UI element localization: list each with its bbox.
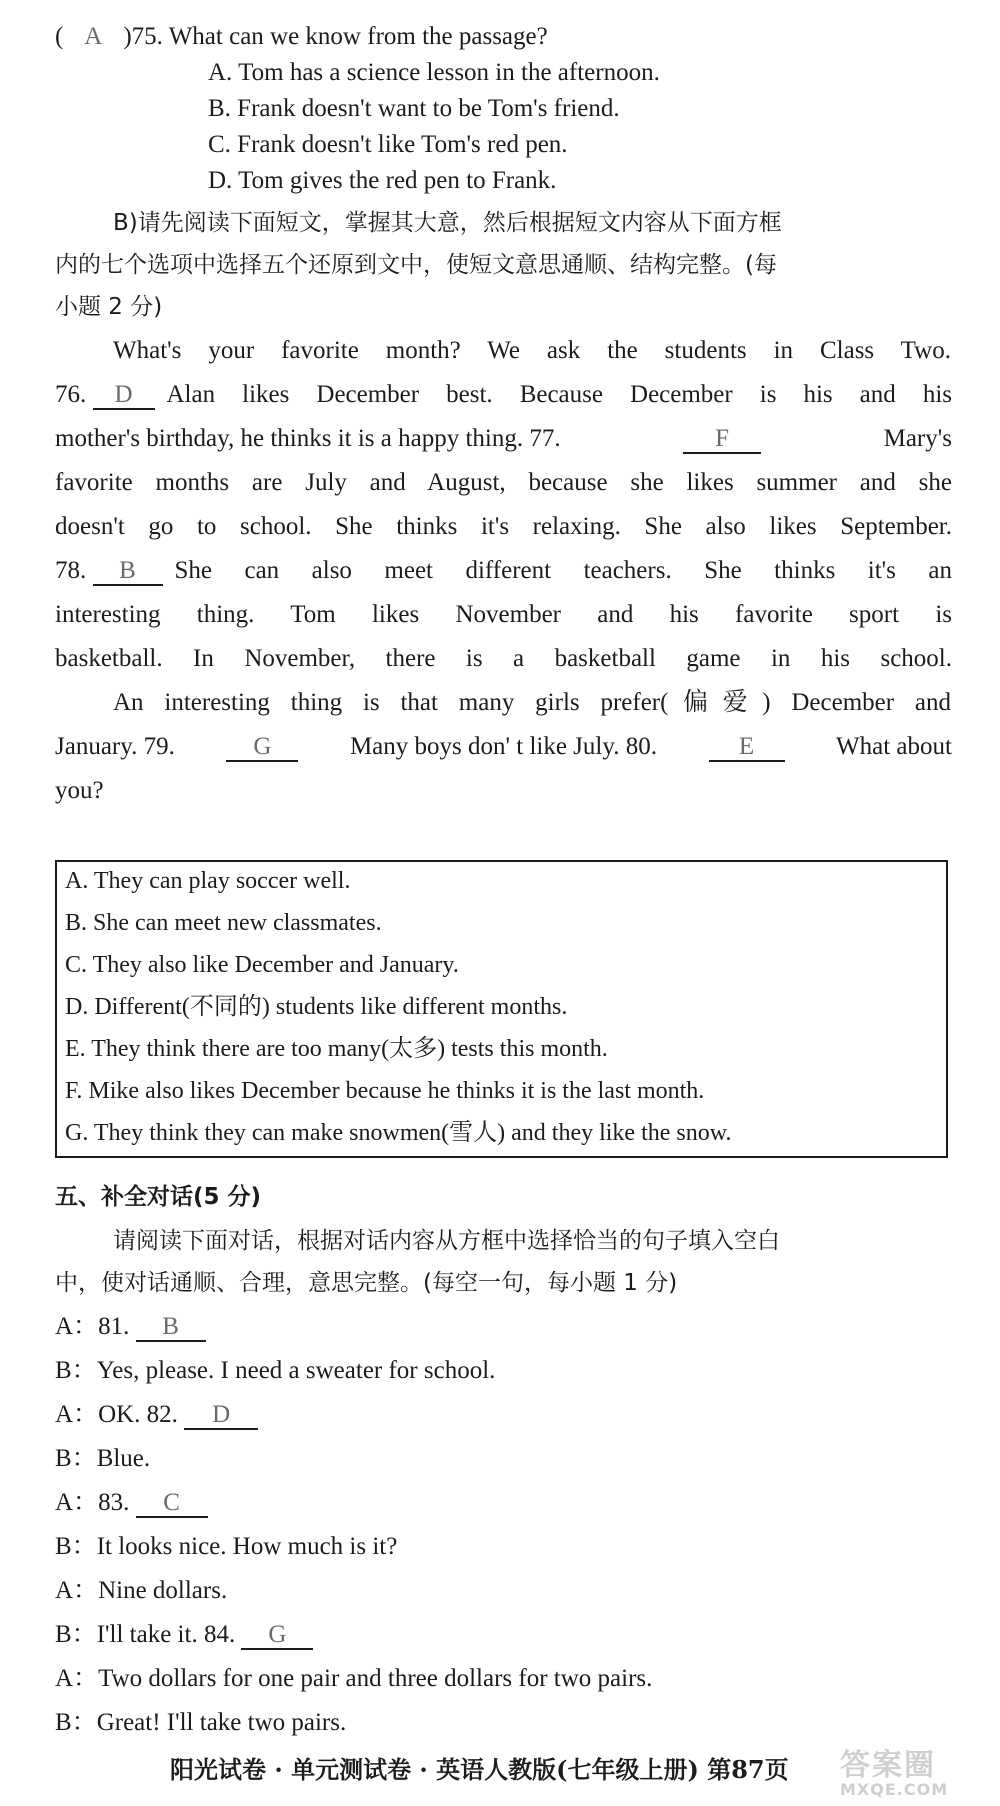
blank-83: C: [136, 1488, 208, 1518]
option-75-a: A. Tom has a science lesson in the afternoon.: [208, 59, 660, 86]
section-b-instruction-2: 内的七个选项中选择五个还原到文中，使短文意思通顺、结构完整。(每: [55, 252, 777, 278]
option-75-b: B. Frank doesn't want to be Tom's friend.: [208, 95, 620, 122]
options-box: [55, 860, 948, 1158]
blank-79: G: [226, 732, 298, 762]
passage-line-1: What's your favorite month? We ask the students in Class Two.: [113, 337, 951, 364]
answer-75: A: [84, 23, 103, 50]
passage-line-7: interesting thing. Tom likes November and his favorite sport is: [55, 601, 952, 628]
passage-line-6: [55, 556, 952, 586]
passage-line-5: doesn't go to school. She thinks it's relaxing. She also likes September.: [55, 513, 952, 540]
speaker-label: A：: [55, 1577, 99, 1604]
dialogue-text: 83.: [98, 1489, 130, 1516]
dialogue-text: 81.: [98, 1313, 130, 1340]
passage-line-8: basketball. In November, there is a basketball game in his school.: [55, 645, 952, 672]
dialogue-text: I'll take it. 84.: [96, 1621, 236, 1648]
passage-line-9: An interesting thing is that many girls prefer(偏爱) December and: [113, 689, 951, 716]
blank-76: D: [93, 380, 155, 410]
question-75: [55, 22, 548, 52]
passage-line-10-text-b: Many boys don' t like July. 80.: [349, 733, 657, 760]
dialogue-line-6: [55, 1532, 397, 1562]
speaker-label: A：: [55, 1489, 99, 1516]
blank-76-number: 76.: [55, 381, 87, 408]
dialogue-line-1: [55, 1312, 206, 1342]
blank-77: F: [683, 424, 761, 454]
blank-82: D: [184, 1400, 258, 1430]
box-option-b: B. She can meet new classmates.: [65, 910, 382, 936]
watermark-logo: [840, 1740, 990, 1800]
speaker-label: A：: [55, 1313, 99, 1340]
dialogue-text: Nine dollars.: [98, 1577, 228, 1604]
speaker-label: A：: [55, 1401, 99, 1428]
passage-line-3-text-a: mother's birthday, he thinks it is a happy thing. 77.: [55, 425, 561, 452]
passage-line-6-text: She can also meet different teachers. She thinks it's an: [174, 557, 952, 584]
section-5-instruction-2: 中，使对话通顺、合理，意思完整。(每空一句，每小题 1 分): [55, 1270, 678, 1296]
speaker-label: B：: [55, 1445, 97, 1472]
blank-78-number: 78.: [55, 557, 87, 584]
paren-open: (: [55, 23, 64, 50]
section-5-heading: 五、补全对话(5 分): [55, 1184, 262, 1210]
watermark-url: MXQE.COM: [840, 1780, 949, 1799]
dialogue-line-8: [55, 1620, 313, 1650]
blank-78: B: [93, 556, 163, 586]
dialogue-line-5: [55, 1488, 208, 1518]
passage-line-10-text-c: What about: [836, 733, 952, 760]
page-footer: 阳光试卷 · 单元测试卷 · 英语人教版(七年级上册) 第87页: [170, 1755, 789, 1784]
question-75-text: 75. What can we know from the passage?: [131, 23, 548, 50]
passage-line-11: you?: [55, 777, 104, 804]
section-b-instruction-3: 小题 2 分): [55, 294, 163, 320]
dialogue-line-2: [55, 1356, 495, 1386]
dialogue-text: It looks nice. How much is it?: [96, 1533, 398, 1560]
dialogue-line-7: [55, 1576, 227, 1606]
box-option-d: D. Different(不同的) students like different months.: [65, 994, 568, 1020]
dialogue-text: Great! I'll take two pairs.: [96, 1709, 347, 1736]
blank-81: B: [136, 1312, 206, 1342]
dialogue-text: Blue.: [96, 1445, 151, 1472]
speaker-label: B：: [55, 1709, 97, 1736]
dialogue-line-10: [55, 1708, 346, 1738]
passage-line-10: [55, 732, 952, 762]
dialogue-line-4: [55, 1444, 150, 1474]
box-option-g: G. They think they can make snowmen(雪人) and they like the snow.: [65, 1120, 732, 1146]
passage-line-10-text-a: January. 79.: [55, 733, 175, 760]
dialogue-line-9: [55, 1664, 652, 1694]
watermark-title: 答案圈: [840, 1748, 936, 1783]
passage-line-3-text-b: Mary's: [883, 425, 952, 452]
paren-close: ): [123, 23, 132, 50]
passage-line-3: [55, 424, 952, 454]
passage-line-4: favorite months are July and August, because she likes summer and she: [55, 469, 952, 496]
section-b-instruction-1: B)请先阅读下面短文，掌握其大意，然后根据短文内容从下面方框: [113, 210, 782, 236]
dialogue-text: Two dollars for one pair and three dollars for two pairs.: [98, 1665, 653, 1692]
box-option-a: A. They can play soccer well.: [65, 868, 351, 894]
blank-80: E: [709, 732, 785, 762]
speaker-label: B：: [55, 1357, 97, 1384]
box-option-c: C. They also like December and January.: [65, 952, 459, 978]
passage-line-2-text: Alan likes December best. Because December is his and his: [166, 381, 952, 408]
box-option-f: F. Mike also likes December because he thinks it is the last month.: [65, 1078, 705, 1104]
speaker-label: B：: [55, 1621, 97, 1648]
section-5-instruction-1: 请阅读下面对话，根据对话内容从方框中选择恰当的句子填入空白: [113, 1228, 780, 1254]
speaker-label: B：: [55, 1533, 97, 1560]
dialogue-line-3: [55, 1400, 258, 1430]
box-option-e: E. They think there are too many(太多) tests this month.: [65, 1036, 608, 1062]
passage-line-2: [55, 380, 952, 410]
dialogue-text: Yes, please. I need a sweater for school.: [96, 1357, 496, 1384]
option-75-d: D. Tom gives the red pen to Frank.: [208, 167, 557, 194]
speaker-label: A：: [55, 1665, 99, 1692]
dialogue-text: OK. 82.: [98, 1401, 178, 1428]
option-75-c: C. Frank doesn't like Tom's red pen.: [208, 131, 568, 158]
blank-84: G: [241, 1620, 313, 1650]
